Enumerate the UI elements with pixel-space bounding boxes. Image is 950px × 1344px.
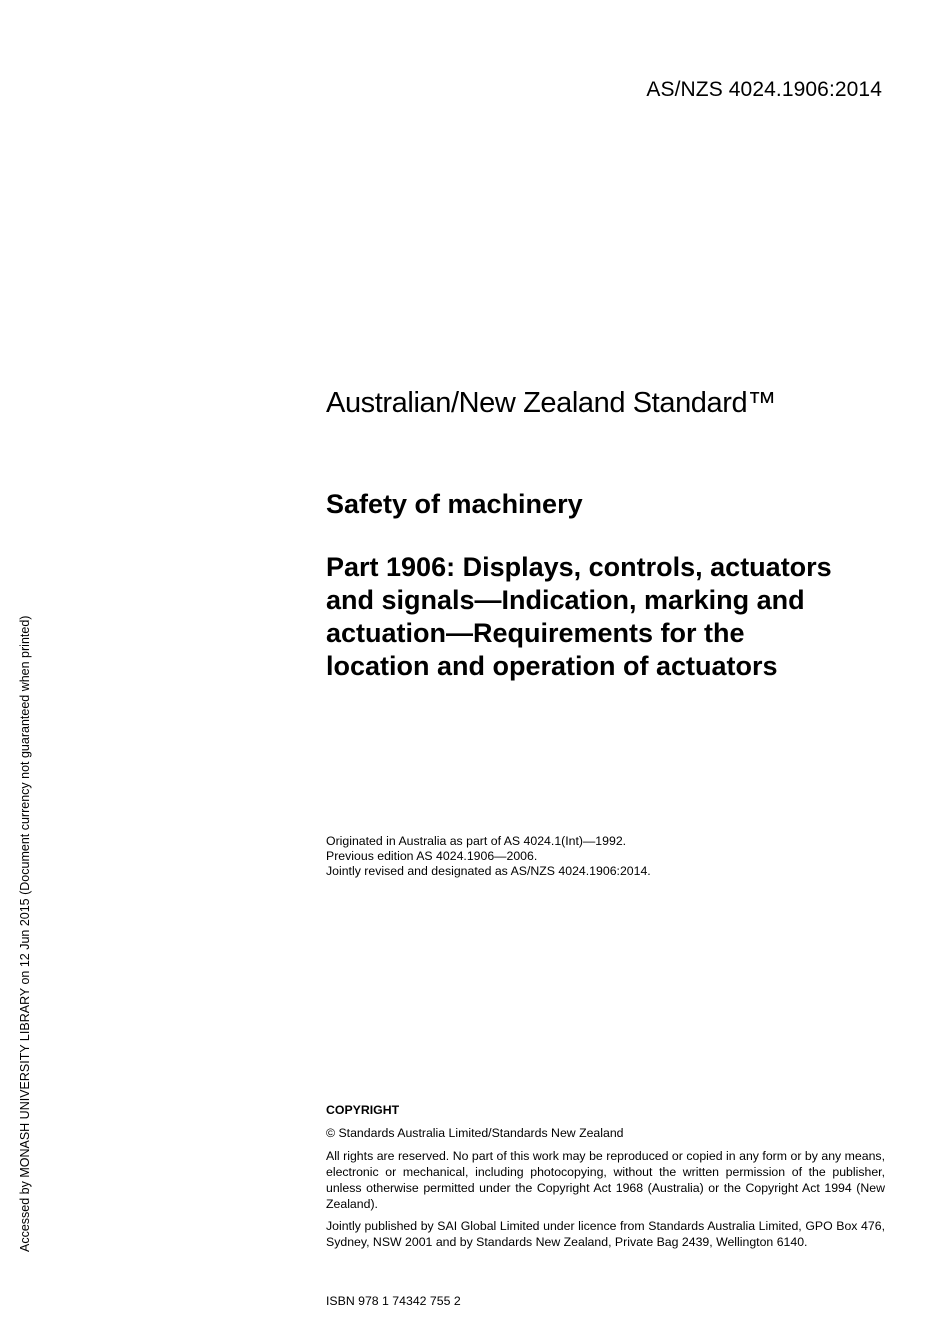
part-title-line: actuation—Requirements for the	[326, 618, 745, 648]
isbn: ISBN 978 1 74342 755 2	[326, 1294, 461, 1308]
publisher-paragraph: Jointly published by SAI Global Limited under licence from Standards Australia Limited, GPO Box 476, Sydney, NSW 2001 and by Standards New Zealand, Private Bag 2439, Wellington 6140.	[326, 1219, 885, 1249]
history-line: Originated in Australia as part of AS 4024.1(Int)—1992.	[326, 834, 627, 848]
part-title-line: location and operation of actuators	[326, 651, 778, 681]
publication-history	[326, 834, 651, 878]
access-note: Accessed by MONASH UNIVERSITY LIBRARY on 12 Jun 2015 (Document currency not guaranteed when printed)	[18, 615, 32, 1252]
part-title	[326, 551, 896, 683]
part-title-line: Part 1906: Displays, controls, actuators	[326, 552, 832, 582]
copyright-heading: COPYRIGHT	[326, 1103, 400, 1117]
copyright-owner: © Standards Australia Limited/Standards New Zealand	[326, 1126, 624, 1140]
history-line: Jointly revised and designated as AS/NZS 4024.1906:2014.	[326, 863, 651, 878]
copyright-block	[326, 1102, 885, 1256]
subject-title: Safety of machinery	[326, 489, 583, 519]
standard-type-title: Australian/New Zealand Standard™	[326, 387, 776, 419]
standard-number: AS/NZS 4024.1906:2014	[646, 78, 882, 101]
history-line: Previous edition AS 4024.1906—2006.	[326, 848, 538, 863]
rights-paragraph: All rights are reserved. No part of this work may be reproduced or copied in any form or by any means, electronic or mechanical, including photocopying, without the written permission of the publisher, unless otherwise permitted under the Copyright Act 1968 (Australia) or the Copyright Act 1994 (New Zealand).	[326, 1149, 885, 1211]
part-title-line: and signals—Indication, marking and	[326, 585, 805, 615]
